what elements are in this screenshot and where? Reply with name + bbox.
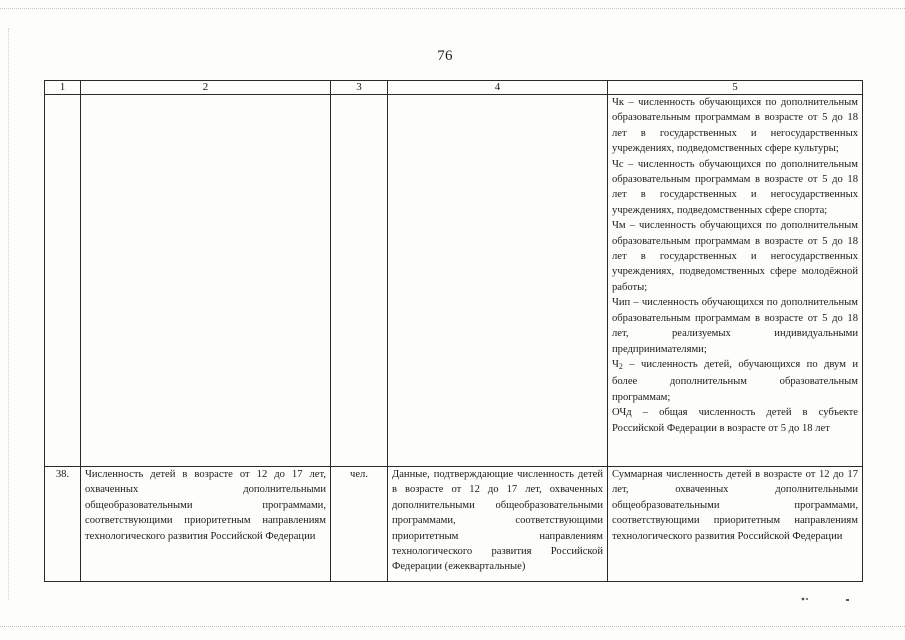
definition-ch2-subscript: 2 bbox=[618, 361, 623, 371]
row-38-number: 38. bbox=[45, 467, 81, 582]
scan-mark-2 bbox=[844, 597, 852, 605]
row-38-method bbox=[608, 467, 863, 582]
col-header-2: 2 bbox=[81, 81, 331, 95]
col-header-1: 1 bbox=[45, 81, 81, 95]
definition-ch2-symbol: Ч bbox=[612, 358, 619, 370]
definition-chip: Чип – численность обучающихся по дополнительным образовательным программам в возрасте от 5 до 18 лет, реализуемых индивидуальными предпринимателями; bbox=[612, 297, 858, 355]
table-header-row bbox=[45, 81, 863, 95]
definition-ochd: ОЧд – общая численность детей в субъекте Российской Федерации в возрасте от 5 до 18 лет bbox=[612, 407, 858, 434]
definition-chm: Чм – численность обучающихся по дополнительным образовательным программам в возрасте от 5 до 18 лет в государственных и негосударственных учреждениях, подведомственных сфере молодёжной работы; bbox=[612, 220, 858, 293]
definition-chk: Чк – численность обучающихся по дополнительным образовательным программам в возрасте от 5 до 18 лет в государственных и негосударственных учреждениях, подведомственных сфере культуры; bbox=[612, 97, 858, 155]
col-header-4: 4 bbox=[388, 81, 608, 95]
row-38-name-text: Численность детей в возрасте от 12 до 17 лет, охваченных дополнительными общеобразовательными программами, соответствующими приоритетным направлениям технологического развития Российской Федерации bbox=[85, 469, 326, 542]
scan-dot-icon bbox=[844, 597, 852, 603]
scan-edge-bottom bbox=[0, 626, 905, 627]
definition-chs: Чс – численность обучающихся по дополнительным образовательным программам в возрасте от 5 до 18 лет в государственных и негосударственных учреждениях, подведомственных сфере спорта; bbox=[612, 158, 858, 216]
row-38-source-text: Данные, подтверждающие численность детей в возрасте от 12 до 17 лет, охваченных дополнительными общеобразовательными программами, соответствующими приоритетным направлениям технологического развития Российской Федерации (ежеквартальные) bbox=[392, 469, 603, 573]
cell-continued-unit bbox=[331, 95, 388, 467]
table-row-continued bbox=[45, 95, 863, 467]
row-38-indicator-name bbox=[81, 467, 331, 582]
row-38-method-text: Суммарная численность детей в возрасте от 12 до 17 лет, охваченных дополнительными общеобразовательными программами, соответствующими приоритетным направлениям технологического развития Российской Федерации bbox=[612, 469, 858, 542]
cell-continued-num bbox=[45, 95, 81, 467]
scan-mark-1 bbox=[800, 596, 810, 604]
col-header-5: 5 bbox=[608, 81, 863, 95]
row-38-unit: чел. bbox=[331, 467, 388, 582]
scan-margin-line bbox=[8, 28, 9, 600]
cell-continued-method bbox=[608, 95, 863, 467]
scan-dot-icon bbox=[800, 596, 810, 602]
definition-ch2-text: – численность детей, обучающихся по двум и более дополнительным образовательным программам; bbox=[612, 358, 858, 403]
row-38-data-source bbox=[388, 467, 608, 582]
col-header-3: 3 bbox=[331, 81, 388, 95]
page-number: 76 bbox=[437, 48, 453, 64]
cell-continued-source bbox=[388, 95, 608, 467]
indicator-table bbox=[44, 80, 863, 582]
table-row-38 bbox=[45, 467, 863, 582]
scan-edge-top bbox=[0, 8, 905, 9]
cell-continued-name bbox=[81, 95, 331, 467]
definition-ch2 bbox=[612, 357, 858, 405]
